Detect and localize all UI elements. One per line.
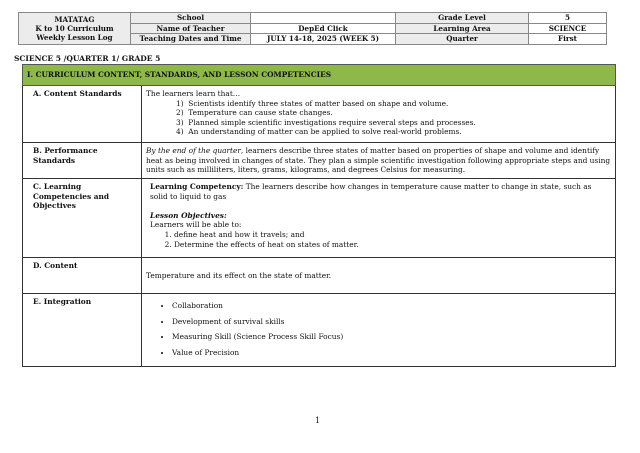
header-title: MATATAG K to 10 Curriculum Weekly Lesson Log [19,13,131,45]
row-label-c: C. Learning Competencies and Objectives [23,179,142,258]
area-label: Learning Area [396,23,529,34]
competencies: Learning Competency: The learners describe how changes in temperature cause matter to change in state, such as solid to liquid to gas Lesson Objectives: Learners will be able to: 1. define heat and how it travels; and 2. Determine the effects of heat on states of matter. [142,179,616,258]
section-header: I. CURRICULUM CONTENT, STANDARDS, AND LESSON COMPETENCIES [23,65,616,86]
row-label-a: A. Content Standards [23,86,142,143]
page-number: 1 [315,416,321,425]
subtitle: SCIENCE 5 /QUARTER 1/ GRADE 5 [14,54,161,63]
integration: • Collaboration • Development of survival skills • Measuring Skill (Science Process Skill Focus) • Value of Precision [142,294,616,367]
teacher-label: Name of Teacher [131,23,251,34]
dates-value: JULY 14-18, 2025 (WEEK 5) [251,34,396,45]
grade-value: 5 [529,13,607,24]
dates-label: Teaching Dates and Time [131,34,251,45]
area-value: SCIENCE [529,23,607,34]
teacher-value: DepEd Click [251,23,396,34]
lesson-table [22,64,616,367]
content-standards: The learners learn that… 1) Scientists identify three states of matter based on shape and volume. 2) Temperature can cause state changes. 3) Planned simple scientific investigations require several steps and processes. 4) An understanding of matter can be applied to solve real-world problems. [142,86,616,143]
school-value [251,13,396,24]
row-label-b: B. Performance Standards [23,143,142,179]
performance-standards: By the end of the quarter, learners describe three states of matter based on properties of shape and volume and identify heat as being involved in changes of state. They plan a simple scientific investigation following appropriate steps and using units such as milliliters, liters, grams, kilograms, and degrees Celsius for measuring. [142,143,616,179]
content: Temperature and its effect on the state of matter. [142,258,616,294]
quarter-value: First [529,34,607,45]
quarter-label: Quarter [396,34,529,45]
row-label-e: E. Integration [23,294,142,367]
grade-label: Grade Level [396,13,529,24]
row-label-d: D. Content [23,258,142,294]
school-label: School [131,13,251,24]
header-table [18,12,607,45]
